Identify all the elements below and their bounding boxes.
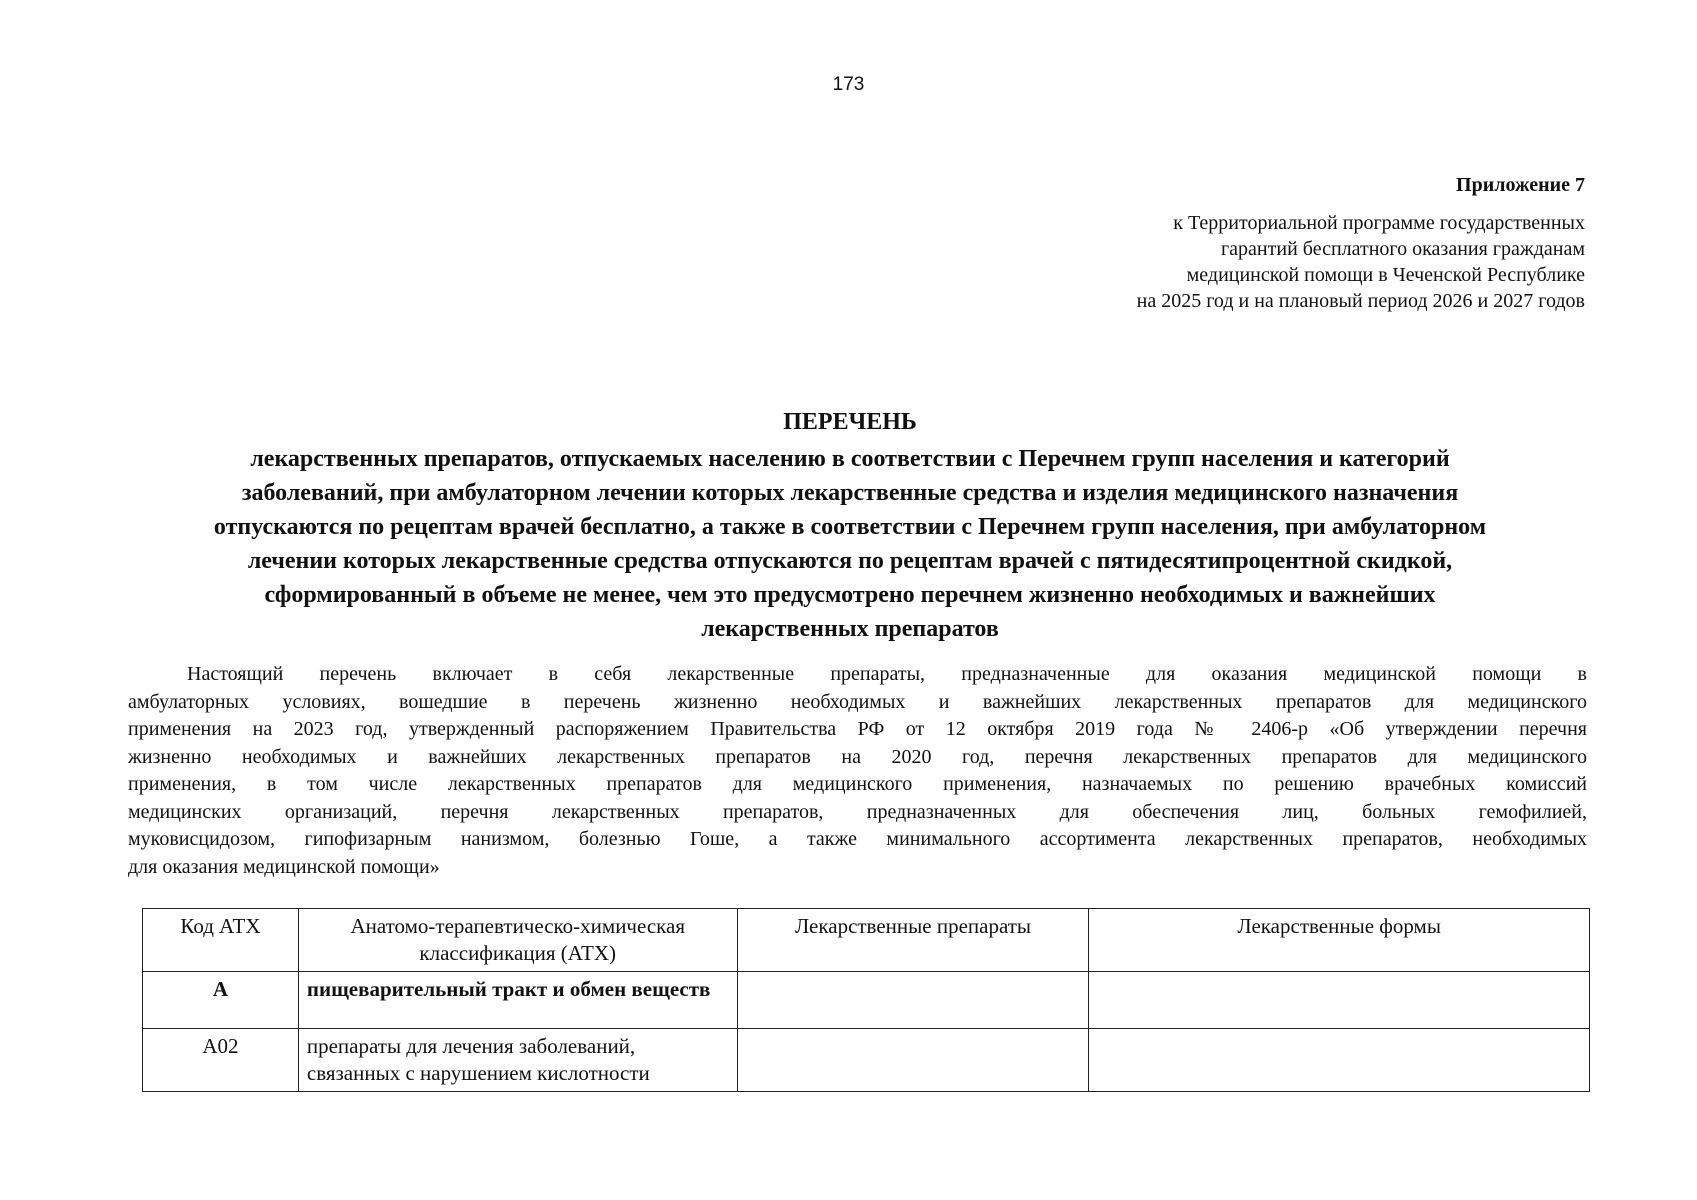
table-row bbox=[143, 972, 1590, 1029]
appendix-line: гарантий бесплатного оказания гражданам bbox=[1220, 238, 1585, 260]
appendix-subtitle bbox=[1137, 210, 1585, 314]
document-subtitle bbox=[120, 442, 1580, 646]
subtitle-line: сформированный в объеме не менее, чем это предусмотрено перечнем жизненно необходимых и важнейших bbox=[264, 582, 1436, 608]
header-forms: Лекарственные формы bbox=[1089, 909, 1590, 972]
appendix-line: на 2025 год и на плановый период 2026 и 2027 годов bbox=[1136, 290, 1585, 312]
subtitle-line: лекарственных препаратов, отпускаемых населению в соответствии с Перечнем групп населения и категорий bbox=[250, 446, 1450, 472]
cell-classification: пищеварительный тракт и обмен веществ bbox=[298, 972, 737, 1029]
header-classification: Анатомо-терапевтическо-химическая классификация (АТХ) bbox=[298, 909, 737, 972]
intro-line: применения на 2023 год, утвержденный распоряжением Правительства РФ от 12 октября 2019 года № 2406-р «Об утверждении перечня bbox=[128, 718, 1587, 740]
subtitle-line: заболеваний, при амбулаторном лечении которых лекарственные средства и изделия медицинского назначения bbox=[241, 480, 1459, 506]
cell-drugs bbox=[737, 972, 1089, 1029]
table-row bbox=[143, 1029, 1590, 1092]
intro-line: Настоящий перечень включает в себя лекарственные препараты, предназначенные для оказания медицинской помощи в bbox=[187, 663, 1587, 685]
subtitle-line: лекарственных препаратов bbox=[701, 616, 999, 642]
subtitle-line: лечении которых лекарственные средства отпускаются по рецептам врачей с пятидесятипроцентной скидкой, bbox=[247, 548, 1453, 574]
document-title: ПЕРЕЧЕНЬ bbox=[783, 409, 917, 435]
subtitle-line: отпускаются по рецептам врачей бесплатно, а также в соответствии с Перечнем групп населения, при амбулаторном bbox=[213, 514, 1487, 540]
header-drugs: Лекарственные препараты bbox=[737, 909, 1089, 972]
cell-classification: препараты для лечения заболеваний, связанных с нарушением кислотности bbox=[298, 1029, 737, 1092]
cell-forms bbox=[1089, 972, 1590, 1029]
intro-line: жизненно необходимых и важнейших лекарственных препаратов на 2020 год, перечня лекарственных препаратов для медицинского bbox=[128, 745, 1587, 768]
cell-code: А bbox=[143, 972, 299, 1029]
intro-line: медицинских организаций, перечня лекарственных препаратов, предназначенных для обеспечения лиц, больных гемофилией, bbox=[128, 800, 1587, 823]
appendix-line: к Территориальной программе государственных bbox=[1173, 212, 1585, 234]
header-code: Код АТХ bbox=[143, 909, 299, 972]
page-number: 173 bbox=[832, 74, 865, 95]
intro-line: муковисцидозом, гипофизарным нанизмом, болезнью Гоше, а также минимального ассортимента лекарственных препаратов, необходимых bbox=[128, 828, 1587, 850]
intro-line: применения, в том числе лекарственных препаратов для медицинского применения, назначаемых по решению врачебных комиссий bbox=[128, 773, 1587, 795]
intro-line: амбулаторных условиях, вошедшие в перечень жизненно необходимых и важнейших лекарственных препаратов для медицинского bbox=[128, 690, 1587, 713]
appendix-title: Приложение 7 bbox=[1456, 174, 1585, 196]
appendix-line: медицинской помощи в Чеченской Республике bbox=[1186, 264, 1585, 286]
intro-paragraph bbox=[128, 661, 1587, 881]
cell-forms bbox=[1089, 1029, 1590, 1092]
cell-code: А02 bbox=[143, 1029, 299, 1092]
table-header-row bbox=[143, 909, 1590, 972]
cell-drugs bbox=[737, 1029, 1089, 1092]
atc-table bbox=[142, 908, 1590, 1092]
intro-line: для оказания медицинской помощи» bbox=[128, 855, 440, 878]
